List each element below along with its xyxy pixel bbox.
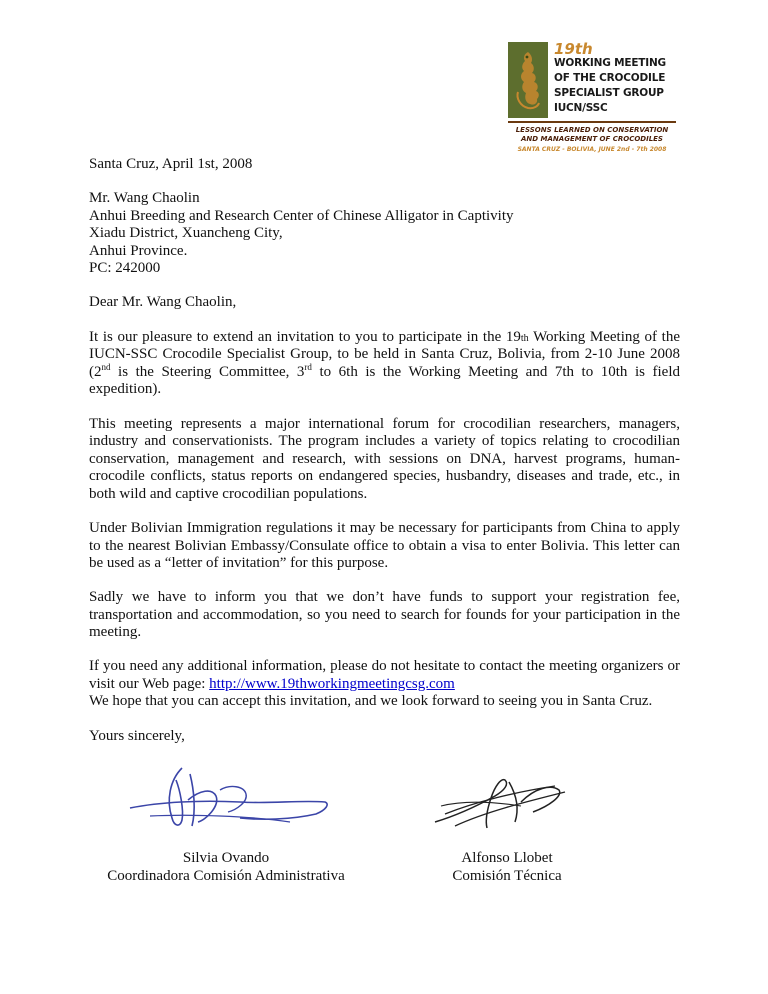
recipient-name: Mr. Wang Chaolin bbox=[89, 190, 200, 206]
paragraph-2-line-1: This meeting represents a major international forum for crocodilian researchers, managers, bbox=[89, 416, 680, 432]
crocodile-icon bbox=[512, 48, 544, 112]
logo-title-line-3: SPECIALIST GROUP bbox=[554, 87, 664, 99]
logo-title-block bbox=[554, 42, 676, 116]
signature-silvia-ovando bbox=[120, 760, 350, 840]
website-link[interactable]: http://www.19thworkingmeetingcsg.com bbox=[209, 676, 455, 692]
paragraph-5-line-1: If you need any additional information, please do not hesitate to contact the meeting organizers or bbox=[89, 658, 680, 674]
paragraph-5-line-2: visit our Web page: http://www.19thworkingmeetingcsg.com bbox=[89, 676, 455, 692]
conference-logo bbox=[508, 42, 676, 158]
signatory-1-role: Coordinadora Comisión Administrativa bbox=[107, 867, 345, 884]
paragraph-1-line-4: expedition). bbox=[89, 381, 162, 397]
logo-subtitle-line-2: AND MANAGEMENT OF CROCODILES bbox=[521, 135, 663, 143]
paragraph-3-line-2: to the nearest Bolivian Embassy/Consulate office to obtain a visa to enter Bolivia. This letter can bbox=[89, 538, 680, 554]
logo-edition: 19th bbox=[554, 40, 593, 58]
closing: Yours sincerely, bbox=[89, 728, 185, 744]
recipient-district: Xiadu District, Xuancheng City, bbox=[89, 225, 283, 241]
recipient-organization: Anhui Breeding and Research Center of Chinese Alligator in Captivity bbox=[89, 208, 514, 224]
paragraph-4-line-3: meeting. bbox=[89, 624, 142, 640]
paragraph-1-line-3: (2nd is the Steering Committee, 3rd to 6th is the Working Meeting and 7th to 10th is field bbox=[89, 362, 680, 380]
signatory-2-role: Comisión Técnica bbox=[452, 867, 562, 884]
salutation: Dear Mr. Wang Chaolin, bbox=[89, 294, 237, 310]
paragraph-5-line-3: We hope that you can accept this invitation, and we look forward to seeing you in Santa Cruz. bbox=[89, 693, 653, 709]
recipient-postcode: PC: 242000 bbox=[89, 260, 161, 276]
logo-subtitle bbox=[508, 126, 676, 144]
paragraph-3-line-3: be used as a “letter of invitation” for this purpose. bbox=[89, 555, 389, 571]
paragraph-1-line-2: IUCN-SSC Crocodile Specialist Group, to be held in Santa Cruz, Bolivia, from 2-10 June 2008 bbox=[89, 346, 680, 362]
logo-emblem bbox=[508, 42, 548, 118]
logo-title-line-4: IUCN/SSC bbox=[554, 102, 608, 114]
paragraph-2-line-5: both wild and captive crocodilian populations. bbox=[89, 486, 368, 502]
logo-title-line-1: WORKING MEETING bbox=[554, 57, 666, 69]
paragraph-4-line-1: Sadly we have to inform you that we don’t have funds to support your registration fee, bbox=[89, 589, 680, 605]
paragraph-4-line-2: transportation and accommodation, so you need to search for founds for your participation in the bbox=[89, 607, 680, 623]
letter-date: Santa Cruz, April 1st, 2008 bbox=[89, 156, 253, 172]
logo-rule bbox=[508, 121, 676, 123]
paragraph-3-line-1: Under Bolivian Immigration regulations it may be necessary for participants from China to apply bbox=[89, 520, 680, 536]
signatory-1 bbox=[104, 850, 348, 885]
logo-place-date: SANTA CRUZ - BOLIVIA, JUNE 2nd - 7th 2008 bbox=[517, 146, 667, 153]
logo-title-line-2: OF THE CROCODILE bbox=[554, 72, 666, 84]
paragraph-2-line-3: conservation, management and research, with sessions on DNA, harvest programs, human- bbox=[89, 451, 680, 467]
paragraph-1-line-1: It is our pleasure to extend an invitation to you to participate in the 19th Working Meeting of the bbox=[89, 329, 681, 345]
signature-alfonso-llobet bbox=[425, 762, 595, 842]
signatory-1-name: Silvia Ovando bbox=[182, 850, 270, 866]
logo-subtitle-line-1: LESSONS LEARNED ON CONSERVATION bbox=[515, 126, 669, 134]
paragraph-2-line-4: crocodile conflicts, status reports on endangered species, husbandry, diseases and trade, etc., in bbox=[89, 468, 680, 484]
signatory-2 bbox=[430, 850, 584, 885]
paragraph-2-line-2: industry and conservationists. The program includes a variety of topics relating to crocodilian bbox=[89, 433, 680, 449]
recipient-province: Anhui Province. bbox=[89, 243, 188, 259]
signatory-2-name: Alfonso Llobet bbox=[461, 850, 553, 866]
